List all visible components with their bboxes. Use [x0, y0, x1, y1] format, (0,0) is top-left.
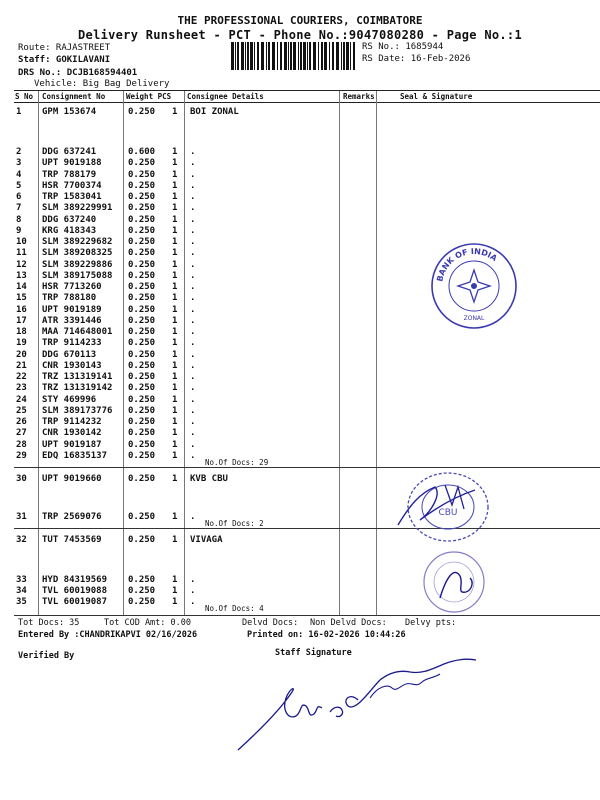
delivery-points: Delvy pts:	[405, 618, 457, 628]
consignment-number: UPT 9019187	[42, 439, 102, 450]
row-weight: 0.250	[128, 282, 156, 292]
row-sno: 9	[16, 225, 22, 236]
row-pieces: 1	[172, 428, 178, 439]
consignment-number: TRP 1583041	[42, 192, 102, 202]
table-row	[0, 586, 600, 597]
row-weight: 0.250	[128, 450, 156, 461]
consignment-number: TRP 9114232	[42, 417, 102, 427]
company-title: THE PROFESSIONAL COURIERS, COIMBATORE	[177, 14, 423, 27]
table-row	[0, 406, 600, 417]
consignment-number: TRZ 131319141	[42, 372, 113, 382]
table-row	[0, 395, 600, 406]
tot-docs: Tot Docs: 35	[18, 618, 80, 628]
row-pieces: 1	[172, 169, 178, 180]
row-sno: 3	[16, 158, 22, 169]
consignment-number: UPT 9019189	[42, 304, 102, 315]
barcode-bar	[353, 42, 355, 70]
delivered-docs: Delvd Docs:	[242, 618, 299, 628]
table-row	[0, 350, 600, 361]
row-weight: 0.250	[128, 417, 156, 427]
barcode-bar	[324, 42, 327, 70]
drs-number: DRS No.: DCJB168594401	[18, 68, 138, 78]
consignee-marker: .	[190, 214, 196, 225]
table-row	[0, 535, 600, 546]
consignee-marker: .	[190, 237, 196, 247]
consignment-number: SLM 389229886	[42, 259, 113, 270]
table-row	[0, 451, 600, 462]
row-weight: 0.250	[128, 270, 156, 281]
consignment-number: UPT 9019660	[42, 474, 102, 484]
barcode-bar	[303, 42, 306, 70]
consignment-number: TRP 788180	[42, 293, 97, 304]
footer-rule	[14, 615, 600, 616]
row-sno: 27	[16, 428, 27, 439]
consignee-marker: .	[190, 225, 196, 236]
consignment-number: GPM 153674	[42, 107, 97, 117]
row-weight: 0.250	[128, 512, 156, 522]
row-sno: 33	[16, 575, 27, 585]
row-weight: 0.250	[128, 586, 156, 596]
consignee-marker: .	[190, 405, 196, 416]
table-row	[0, 192, 600, 203]
row-sno: 29	[16, 450, 27, 461]
consignment-number: UPT 9019188	[42, 158, 102, 169]
row-sno: 34	[16, 586, 27, 596]
row-pieces: 1	[172, 327, 178, 337]
consignee-marker: .	[190, 180, 196, 191]
table-row	[0, 226, 600, 237]
barcode-bar	[318, 42, 319, 70]
barcode-bar	[350, 42, 351, 70]
row-pieces: 1	[172, 315, 178, 326]
consignee-marker: .	[190, 512, 196, 522]
consignee-marker: .	[190, 259, 196, 270]
table-row	[0, 158, 600, 169]
barcode-bar	[329, 42, 330, 70]
consignee-name: VIVAGA	[190, 535, 223, 545]
tot-cod-amount: Tot COD Amt: 0.00	[104, 618, 191, 628]
route-label: Route: RAJASTREET	[18, 43, 111, 53]
rs-number: RS No.: 1685944	[362, 42, 444, 52]
barcode-bar	[288, 42, 289, 70]
consignee-marker: .	[190, 439, 196, 450]
table-row	[0, 474, 600, 485]
table-row	[0, 417, 600, 428]
svg-text:BANK OF INDIA	[435, 247, 499, 283]
row-sno: 10	[16, 237, 27, 247]
consignee-marker: .	[190, 450, 196, 461]
barcode-bar	[280, 42, 282, 70]
row-pieces: 1	[172, 192, 178, 202]
table-row	[0, 203, 600, 214]
row-weight: 0.250	[128, 248, 156, 259]
barcode-bar	[309, 42, 311, 70]
row-sno: 2	[16, 147, 22, 157]
kvb-seal-stamp	[390, 465, 500, 545]
col-seal: Seal & Signature	[400, 92, 473, 101]
row-sno: 26	[16, 417, 27, 427]
col-weight-pcs: Weight PCS	[126, 92, 172, 101]
row-pieces: 1	[172, 586, 178, 596]
row-sno: 20	[16, 349, 27, 360]
barcode-bar	[268, 42, 270, 70]
vivaga-stamp	[420, 548, 490, 616]
barcode-bar	[341, 42, 342, 70]
row-weight: 0.250	[128, 383, 156, 394]
barcode-bar	[343, 42, 345, 70]
entered-by: Entered By :CHANDRIKAPVI 02/16/2026	[18, 630, 198, 640]
consignment-number: KRG 418343	[42, 225, 97, 236]
barcode-bar	[261, 42, 264, 70]
consignment-number: SLM 389173776	[42, 405, 113, 416]
consignee-name: KVB CBU	[190, 474, 228, 484]
barcode-bar	[245, 42, 246, 70]
row-sno: 30	[16, 474, 27, 484]
consignee-marker: .	[190, 248, 196, 259]
consignee-marker: .	[190, 428, 196, 439]
row-weight: 0.250	[128, 597, 156, 607]
row-pieces: 1	[172, 107, 178, 117]
consignee-marker: .	[190, 360, 196, 371]
consignee-marker: .	[190, 203, 196, 214]
table-row	[0, 440, 600, 451]
row-sno: 8	[16, 214, 22, 225]
group-doc-count: No.Of Docs: 4	[205, 604, 264, 613]
row-pieces: 1	[172, 372, 178, 382]
barcode-bar	[293, 42, 296, 70]
barcode-bar	[247, 42, 249, 70]
row-pieces: 1	[172, 180, 178, 191]
row-sno: 32	[16, 535, 27, 545]
consignment-number: TRP 788179	[42, 169, 97, 180]
row-sno: 19	[16, 338, 27, 349]
consignee-marker: .	[190, 270, 196, 281]
consignee-marker: .	[190, 394, 196, 405]
row-pieces: 1	[172, 214, 178, 225]
barcode-bar	[284, 42, 287, 70]
row-weight: 0.250	[128, 575, 156, 585]
boi-seal-stamp	[428, 240, 520, 332]
consignment-number: ATR 3391446	[42, 315, 102, 326]
row-pieces: 1	[172, 158, 178, 169]
table-row	[0, 597, 600, 608]
table-row	[0, 107, 600, 118]
barcode-bar	[257, 42, 259, 70]
row-pieces: 1	[172, 282, 178, 292]
group-doc-count: No.Of Docs: 2	[205, 519, 264, 528]
barcode-bar	[241, 42, 244, 70]
row-weight: 0.250	[128, 428, 156, 439]
boi-seal-text: BANK OF INDIA	[435, 246, 499, 283]
row-weight: 0.250	[128, 158, 156, 169]
row-sno: 35	[16, 597, 27, 607]
consignee-marker: .	[190, 383, 196, 394]
printed-on: Printed on: 16-02-2026 10:44:26	[247, 630, 406, 640]
table-row	[0, 170, 600, 181]
row-pieces: 1	[172, 248, 178, 259]
consignee-marker: .	[190, 169, 196, 180]
consignee-marker: .	[190, 304, 196, 315]
col-remarks: Remarks	[343, 92, 375, 101]
consignment-number: SLM 389229682	[42, 237, 113, 247]
col-consignee: Consignee Details	[187, 92, 264, 101]
table-header-rule	[14, 102, 600, 103]
barcode-bar	[307, 42, 308, 70]
row-pieces: 1	[172, 360, 178, 371]
row-weight: 0.250	[128, 214, 156, 225]
table-top-rule	[14, 90, 600, 91]
consignment-number: TVL 60019087	[42, 597, 108, 607]
runsheet-title: Delivery Runsheet - PCT - Phone No.:9047080280 - Page No.:1	[78, 28, 522, 42]
row-sno: 16	[16, 304, 27, 315]
row-weight: 0.250	[128, 315, 156, 326]
consignee-marker: .	[190, 417, 196, 427]
row-pieces: 1	[172, 597, 178, 607]
table-row	[0, 372, 600, 383]
row-weight: 0.250	[128, 293, 156, 304]
row-pieces: 1	[172, 293, 178, 304]
row-sno: 24	[16, 394, 27, 405]
row-weight: 0.250	[128, 107, 156, 117]
row-weight: 0.250	[128, 192, 156, 202]
row-weight: 0.250	[128, 535, 156, 545]
barcode-bar	[300, 42, 302, 70]
row-sno: 12	[16, 259, 27, 270]
row-sno: 17	[16, 315, 27, 326]
row-pieces: 1	[172, 535, 178, 545]
consignee-marker: .	[190, 158, 196, 169]
consignment-number: DDG 637240	[42, 214, 97, 225]
row-pieces: 1	[172, 304, 178, 315]
consignee-marker: .	[190, 293, 196, 304]
consignment-number: DDG 670113	[42, 349, 97, 360]
table-row	[0, 215, 600, 226]
group-doc-count: No.Of Docs: 29	[205, 458, 269, 467]
row-sno: 18	[16, 327, 27, 337]
row-sno: 28	[16, 439, 27, 450]
consignment-number: HSR 7700374	[42, 180, 102, 191]
barcode-bar	[346, 42, 349, 70]
barcode	[231, 42, 357, 70]
consignee-marker: .	[190, 315, 196, 326]
row-weight: 0.250	[128, 225, 156, 236]
row-sno: 7	[16, 203, 22, 214]
consignee-marker: .	[190, 372, 196, 382]
consignment-number: CNR 1930143	[42, 360, 102, 371]
row-pieces: 1	[172, 474, 178, 484]
barcode-bar	[298, 42, 299, 70]
table-row	[0, 383, 600, 394]
row-weight: 0.250	[128, 169, 156, 180]
row-sno: 13	[16, 270, 27, 281]
consignment-number: TUT 7453569	[42, 535, 102, 545]
row-sno: 25	[16, 405, 27, 416]
verified-by: Verified By	[18, 651, 75, 661]
barcode-bar	[254, 42, 255, 70]
consignment-number: DDG 637241	[42, 147, 97, 157]
row-weight: 0.250	[128, 474, 156, 484]
table-row	[0, 512, 600, 523]
barcode-bar	[237, 42, 239, 70]
row-pieces: 1	[172, 575, 178, 585]
barcode-bar	[313, 42, 316, 70]
consignment-number: TRZ 131319142	[42, 383, 113, 394]
barcode-bar	[266, 42, 267, 70]
row-weight: 0.250	[128, 372, 156, 382]
row-sno: 4	[16, 169, 22, 180]
consignment-number: SLM 389175088	[42, 270, 113, 281]
non-delivered-docs: Non Delvd Docs:	[310, 618, 387, 628]
row-sno: 14	[16, 282, 27, 292]
barcode-bar	[277, 42, 278, 70]
consignment-number: CNR 1930142	[42, 428, 102, 439]
row-pieces: 1	[172, 203, 178, 214]
consignee-marker: .	[190, 282, 196, 292]
table-row	[0, 338, 600, 349]
group-separator	[14, 467, 600, 468]
col-sno: S No	[15, 92, 34, 101]
row-pieces: 1	[172, 147, 178, 157]
consignment-number: MAA 714648001	[42, 327, 113, 337]
barcode-bar	[272, 42, 275, 70]
row-pieces: 1	[172, 237, 178, 247]
consignment-number: TVL 60019088	[42, 586, 108, 596]
row-weight: 0.250	[128, 405, 156, 416]
row-pieces: 1	[172, 512, 178, 522]
staff-signature-label: Staff Signature	[275, 648, 352, 658]
row-pieces: 1	[172, 450, 178, 461]
barcode-bar	[336, 42, 339, 70]
consignee-marker: .	[190, 586, 196, 596]
row-pieces: 1	[172, 394, 178, 405]
consignment-number: TRP 2569076	[42, 512, 102, 522]
row-weight: 0.250	[128, 394, 156, 405]
barcode-bar	[250, 42, 253, 70]
consignment-number: TRP 9114233	[42, 338, 102, 349]
row-pieces: 1	[172, 439, 178, 450]
row-weight: 0.250	[128, 439, 156, 450]
consignee-marker: .	[190, 327, 196, 337]
row-sno: 21	[16, 360, 27, 371]
row-weight: 0.250	[128, 203, 156, 214]
group-separator	[14, 528, 600, 529]
row-sno: 6	[16, 192, 22, 202]
row-sno: 22	[16, 372, 27, 382]
row-weight: 0.250	[128, 327, 156, 337]
boi-seal-sub: ZONAL	[463, 315, 485, 322]
consignment-number: SLM 389229991	[42, 203, 113, 214]
table-row	[0, 575, 600, 586]
row-weight: 0.250	[128, 237, 156, 247]
row-weight: 0.250	[128, 259, 156, 270]
barcode-bar	[235, 42, 236, 70]
consignee-marker: .	[190, 338, 196, 349]
row-pieces: 1	[172, 338, 178, 349]
consignment-number: STY 469996	[42, 394, 97, 405]
row-weight: 0.250	[128, 338, 156, 349]
consignment-number: SLM 389208325	[42, 248, 113, 259]
consignee-marker: .	[190, 575, 196, 585]
consignment-number: HSR 7713260	[42, 282, 102, 292]
row-pieces: 1	[172, 349, 178, 360]
consignee-marker: .	[190, 147, 196, 157]
consignment-number: EDQ 16835137	[42, 450, 108, 461]
row-sno: 15	[16, 293, 27, 304]
row-weight: 0.600	[128, 147, 156, 157]
kvb-seal-text: CBU	[438, 508, 458, 518]
table-row	[0, 147, 600, 158]
row-pieces: 1	[172, 383, 178, 394]
row-weight: 0.250	[128, 360, 156, 371]
row-pieces: 1	[172, 417, 178, 427]
table-row	[0, 428, 600, 439]
row-sno: 1	[16, 107, 22, 117]
row-sno: 11	[16, 248, 27, 259]
row-sno: 5	[16, 180, 22, 191]
col-consignment: Consignment No	[42, 92, 106, 101]
barcode-bar	[290, 42, 292, 70]
barcode-bar	[332, 42, 334, 70]
row-weight: 0.250	[128, 349, 156, 360]
consignee-name: BOI ZONAL	[190, 107, 239, 117]
table-row	[0, 361, 600, 372]
row-pieces: 1	[172, 225, 178, 236]
row-pieces: 1	[172, 405, 178, 416]
consignee-marker: .	[190, 192, 196, 202]
vehicle-label: Vehicle: Big Bag Delivery	[34, 79, 170, 89]
row-weight: 0.250	[128, 180, 156, 191]
row-pieces: 1	[172, 270, 178, 281]
consignee-marker: .	[190, 597, 196, 607]
row-pieces: 1	[172, 259, 178, 270]
barcode-bar	[231, 42, 234, 70]
staff-label: Staff: GOKILAVANI	[18, 55, 111, 65]
consignee-marker: .	[190, 349, 196, 360]
consignment-number: HYD 84319569	[42, 575, 108, 585]
rs-date: RS Date: 16-Feb-2026	[362, 54, 471, 64]
row-sno: 31	[16, 512, 27, 522]
table-row	[0, 181, 600, 192]
barcode-bar	[321, 42, 323, 70]
row-weight: 0.250	[128, 304, 156, 315]
row-sno: 23	[16, 383, 27, 394]
staff-signature	[230, 650, 490, 760]
